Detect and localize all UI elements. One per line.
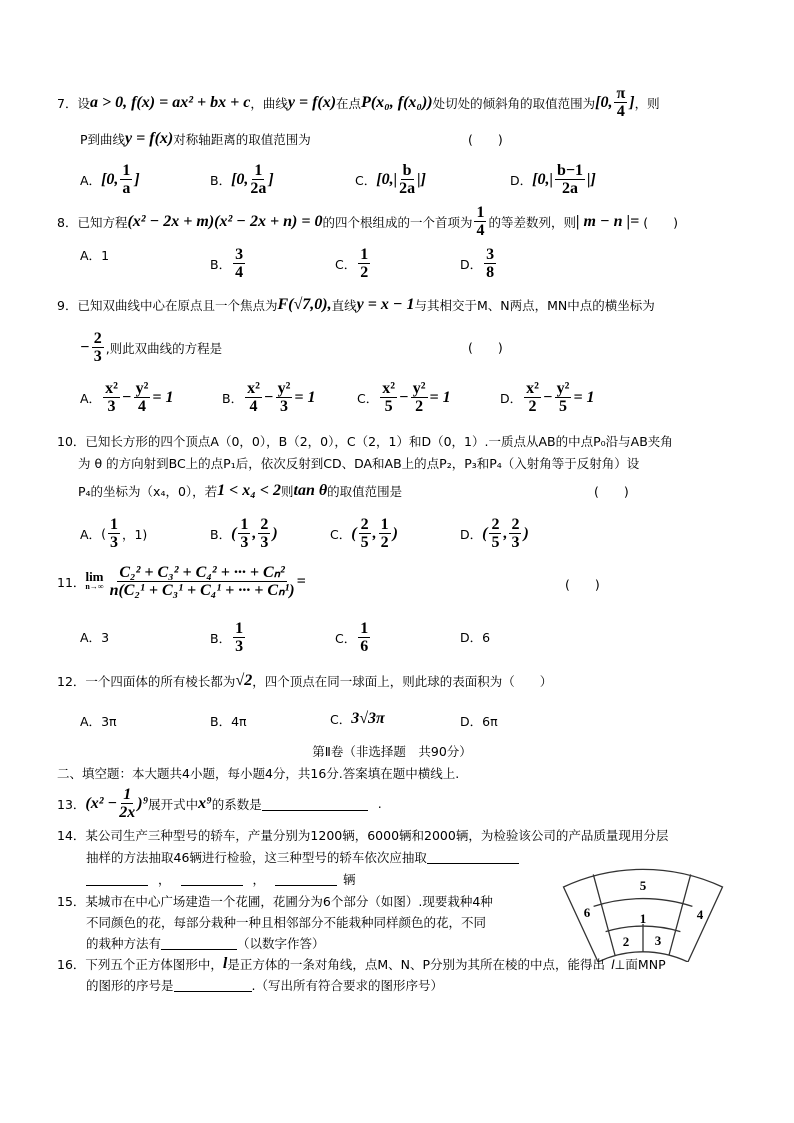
fraction (258, 516, 270, 551)
option-value: 6π (482, 713, 498, 729)
option-d (510, 162, 596, 197)
denominator: 2 (380, 534, 389, 551)
math: ) (392, 524, 398, 542)
option-label: A． (80, 526, 102, 542)
question-15 (57, 892, 493, 910)
question-number: 11． (57, 574, 86, 590)
denominator: 2 (415, 398, 424, 415)
math: ] (268, 170, 274, 188)
unit: 辆 (343, 872, 356, 887)
numerator: 2 (260, 516, 269, 533)
denominator: 2x (119, 804, 136, 821)
text: 的图形的序号是 (86, 978, 174, 993)
math: ( (351, 524, 357, 542)
denominator: 2a (562, 180, 578, 197)
question-number: 10． (57, 434, 86, 449)
numerator: 3 (235, 246, 244, 263)
option-a (80, 516, 147, 551)
math: l (611, 956, 615, 972)
numerator: 1 (109, 516, 118, 533)
option-label: B． (210, 630, 232, 646)
option-label: A． (80, 630, 102, 645)
option-label: C． (355, 172, 377, 188)
option-a: A． $\frac{\text{x²}}{3}$ − $\frac{\text{y²}}{4}$ = 1 (80, 380, 174, 415)
denominator: 3 (240, 534, 249, 551)
numerator: x² (247, 380, 260, 397)
option-d: D． ( $\frac{2}{5}$ , $\frac{2}{3}$ ) (460, 516, 529, 551)
denominator: 4 (616, 103, 625, 120)
fraction (103, 380, 120, 415)
fraction (380, 380, 397, 415)
math: − (80, 338, 90, 356)
answer-paren: ( ) (565, 577, 600, 592)
denominator: 2 (360, 264, 369, 281)
numerator: x² (526, 380, 539, 397)
math: [0, (231, 170, 249, 188)
denominator: 4 (235, 264, 244, 281)
answer-paren: ( ) (594, 484, 629, 499)
math: √2 (235, 672, 253, 689)
numerator: y² (277, 380, 291, 397)
fraction (484, 246, 496, 281)
numerator: π (616, 85, 626, 102)
option-a (80, 162, 140, 197)
option-d (460, 712, 498, 730)
question-number: 14． (57, 828, 86, 843)
fraction (555, 162, 585, 197)
numerator: x² (382, 380, 396, 397)
option-label: A． (80, 172, 102, 188)
denominator: 4 (137, 398, 146, 415)
option-b (210, 246, 247, 281)
option-a (80, 246, 109, 264)
fraction (379, 516, 391, 551)
text: P到曲线 (80, 132, 126, 147)
denominator: 5 (491, 534, 500, 551)
text: 处切处的倾斜角的取值范围为 (432, 95, 596, 111)
question-13 (57, 786, 382, 821)
fraction (489, 516, 501, 551)
text: ,则此双曲线的方程是 (105, 340, 223, 356)
fraction (524, 380, 541, 415)
answer-blank[interactable] (262, 797, 368, 811)
question-15-line-3 (86, 934, 325, 952)
option-a (80, 628, 109, 646)
math: x⁹ (198, 794, 212, 812)
math: (x² − 2x + m)(x² − 2x + n) = 0 (127, 212, 323, 230)
question-7 (57, 85, 660, 120)
math: [0,| (532, 170, 553, 188)
separator: ， (158, 872, 171, 887)
denominator: 3 (109, 534, 118, 551)
option-label: D． (460, 256, 483, 272)
denominator: 2a (250, 180, 267, 197)
math: ) (272, 524, 278, 542)
option-label: B． (210, 714, 232, 729)
numerator: y² (412, 380, 426, 397)
option-b (210, 620, 247, 655)
question-16-line-2 (86, 976, 443, 994)
answer-blank[interactable] (86, 872, 148, 886)
denominator: 5 (384, 398, 393, 415)
math: |] (587, 170, 596, 188)
text: ，曲线 (250, 95, 288, 111)
separator: ， (252, 872, 266, 887)
text: 某公司生产三种型号的轿车，产量分别为1200辆，6000辆和2000辆，为检验该公司的产品质量现用分层 (85, 828, 669, 843)
math: ) (523, 524, 529, 542)
denominator: 3 (260, 534, 269, 551)
numerator: 1 (254, 162, 263, 179)
question-7-line-2 (80, 130, 311, 148)
text: 已知方程 (77, 214, 128, 230)
question-number: 9． (57, 298, 78, 313)
option-label: B． (210, 526, 232, 542)
denominator: 2a (399, 180, 416, 197)
option-c: C． ( $\frac{2}{5}$ , $\frac{1}{2}$ ) (330, 516, 398, 551)
question-number: 15． (57, 894, 86, 909)
answer-blank[interactable] (275, 872, 337, 886)
option-c (335, 620, 372, 655)
option-c: C． $\frac{\text{x²}}{5}$ − $\frac{\text{y²}}{2}$ = 1 (357, 380, 451, 415)
question-16 (57, 955, 666, 973)
text: 已知双曲线中心在原点且一个焦点为 (77, 298, 278, 313)
fraction (120, 162, 132, 197)
math: y = f(x) (287, 93, 337, 111)
math: [0, (101, 170, 119, 188)
denominator: 5 (360, 534, 369, 551)
option-value: 3√3π (351, 710, 385, 727)
option-label: D． (460, 630, 483, 645)
region-label-2: 2 (622, 934, 630, 949)
numerator: y² (135, 380, 149, 397)
region-label-6: 6 (583, 905, 591, 920)
denominator: 3 (93, 348, 102, 365)
text: P₄的坐标为（x₄，0），若 (78, 484, 218, 499)
text: 是正方体的一条对角线，点M、N、P分别为其所在棱的中点，能得出 (227, 957, 606, 972)
part-title: 第Ⅱ卷（非选择题 共90分） (312, 744, 472, 759)
denominator: 5 (559, 398, 568, 415)
text: 的系数是 (211, 796, 262, 812)
math: = (296, 572, 306, 590)
option-c (330, 710, 385, 728)
text: 与其相交于M、N两点，MN中点的横坐标为 (414, 298, 655, 313)
numerator: 2 (93, 330, 102, 347)
lim-subscript: n→∞ (85, 581, 104, 591)
option-label: C． (330, 712, 352, 727)
region-label-1: 1 (639, 911, 647, 926)
math: )⁹ (137, 794, 149, 812)
numerator: 1 (360, 620, 369, 637)
question-14-line-2 (86, 848, 519, 866)
option-value: 3π (101, 713, 117, 729)
region-label-3: 3 (654, 933, 662, 948)
text: （以数字作答） (237, 936, 325, 951)
section-heading: 二、填空题：本大题共4小题，每小题4分，共16分.答案填在题中横线上. (57, 766, 460, 781)
text: 的等差数列，则 (488, 214, 576, 230)
text: ，四个顶点在同一球面上，则此球的表面积为（ ） (252, 674, 553, 689)
math: ] (134, 170, 140, 188)
question-15-line-2: 不同颜色的花，每部分栽种一种且相邻部分不能栽种同样颜色的花，不同 (86, 915, 487, 930)
math: = 1 (152, 388, 174, 406)
numerator: 2 (511, 516, 520, 533)
fraction (358, 246, 370, 281)
math: (x² − (85, 794, 118, 812)
part-2-title (0, 742, 794, 760)
text: ⊥面MNP (614, 957, 666, 972)
numerator: y² (556, 380, 570, 397)
option-c (355, 162, 426, 197)
text: . (377, 796, 382, 811)
fraction (119, 786, 135, 821)
denominator: 2 (528, 398, 537, 415)
denominator: 3 (279, 398, 288, 415)
text: 在点 (336, 95, 362, 111)
text: 的取值范围是 (327, 484, 403, 499)
math: ( (101, 526, 106, 541)
fraction (399, 162, 415, 197)
math: [0, (595, 93, 613, 111)
option-label: A． (80, 390, 102, 406)
question-9-line-2 (80, 330, 222, 365)
option-d: D． $\frac{\text{x²}}{2}$ − $\frac{\text{y²}}{5}$ = 1 (500, 380, 595, 415)
option-b: B． ( $\frac{1}{3}$ , $\frac{2}{3}$ ) (210, 516, 278, 551)
region-label-4: 4 (696, 907, 704, 922)
answer-paren: ( ) (468, 340, 503, 355)
denominator: 3 (511, 534, 520, 551)
math: a > 0, f(x) = ax² + bx + c (89, 93, 251, 111)
option-c (335, 246, 372, 281)
math: l (222, 955, 228, 972)
numerator: 1 (240, 516, 249, 533)
option-label: D． (460, 526, 483, 542)
option-b (210, 712, 247, 730)
fraction (108, 516, 120, 551)
numerator: C₂² + C₃² + C₄² + ··· + Cₙ² (119, 564, 285, 581)
numerator: b−1 (557, 162, 584, 179)
question-number: 16． (57, 957, 86, 972)
numerator: 1 (123, 786, 132, 803)
fraction (474, 204, 486, 239)
math: P(x₀, f(x₀)) (361, 93, 433, 111)
denominator: a (122, 180, 131, 197)
option-label: B． (210, 172, 232, 188)
text: 展开式中 (148, 796, 199, 812)
text: 对称轴距离的取值范围为 (173, 132, 311, 147)
option-b (210, 162, 274, 197)
question-10 (57, 432, 673, 450)
fraction (250, 162, 266, 197)
divider-line (593, 874, 615, 955)
numerator: b (402, 162, 412, 179)
math: |] (417, 170, 426, 188)
fraction (276, 380, 293, 415)
flower-bed-figure (560, 866, 726, 962)
numerator: 1 (235, 620, 244, 637)
answer-paren: ( ) (468, 132, 503, 147)
option-label: D． (510, 172, 533, 188)
fraction (359, 516, 371, 551)
math: [0,| (376, 170, 398, 188)
question-number: 7． (57, 95, 78, 111)
numerator: 1 (360, 246, 369, 263)
limit (85, 568, 104, 592)
text: 的四个根组成的一个首项为 (322, 214, 473, 230)
math: = 1 (294, 388, 316, 406)
option-label: B． (222, 390, 244, 406)
text: 抽样的方法抽取46辆进行检验，这三种型号的轿车依次应抽取 (86, 850, 427, 865)
numerator: 2 (360, 516, 369, 533)
fraction (233, 620, 245, 655)
text: 则 (280, 484, 294, 499)
option-label: D． (500, 390, 523, 406)
denominator: 8 (486, 264, 495, 281)
math: ] (629, 93, 635, 111)
math: y = x − 1 (356, 296, 415, 313)
text: 设 (77, 95, 90, 111)
numerator: 2 (491, 516, 500, 533)
numerator: 1 (380, 516, 389, 533)
option-d (460, 246, 498, 281)
option-value: 1 (101, 247, 110, 263)
denominator: 3 (107, 398, 116, 415)
numerator: 1 (476, 204, 485, 221)
text: .（写出所有符合要求的图形序号） (251, 978, 443, 993)
option-label: C． (330, 526, 352, 542)
option-label: C． (357, 390, 379, 406)
text: 下列五个正方体图形中， (85, 957, 223, 972)
fraction (110, 564, 295, 599)
text: ，则 (634, 95, 660, 111)
option-a (80, 712, 117, 730)
question-number: 8． (57, 214, 78, 230)
math: ( (231, 524, 237, 542)
lim-label: lim (85, 568, 104, 584)
option-label: D． (460, 714, 483, 729)
denominator: n(C₂¹ + C₃¹ + C₄¹ + ··· + Cₙ¹) (109, 582, 295, 599)
math: ( (482, 524, 488, 542)
arc-divider (594, 899, 693, 907)
text: 已知长方形的四个顶点A（0，0），B（2，0），C（2，1）和D（0，1）.一质点从AB的中点P₀沿与AB夹角 (85, 434, 673, 449)
math: ，1) (121, 526, 148, 542)
option-label: C． (335, 256, 357, 272)
option-value: 6 (482, 629, 491, 645)
option-b: B． $\frac{\text{x²}}{4}$ − $\frac{\text{y²}}{3}$ = 1 (222, 380, 316, 415)
denominator: 4 (249, 398, 258, 415)
fraction (245, 380, 262, 415)
text: 直线 (331, 298, 357, 313)
question-11 (57, 564, 306, 599)
denominator: 6 (360, 638, 369, 655)
question-14 (57, 826, 668, 844)
option-label: A． (80, 714, 102, 729)
numerator: 3 (486, 246, 495, 263)
answer-blank[interactable] (161, 936, 237, 950)
option-label: B． (210, 256, 232, 272)
question-14-line-3 (86, 870, 356, 888)
option-value: 3 (101, 629, 110, 645)
text: 的栽种方法有 (86, 936, 162, 951)
divider-line (669, 874, 691, 955)
math: tan θ (293, 482, 328, 499)
region-label-5: 5 (639, 878, 647, 893)
fraction (358, 620, 370, 655)
fraction (233, 246, 245, 281)
question-10-line-2: 为 θ 的方向射到BC上的点P₁后，依次反射到CD、DA和AB上的点P₂，P₃和P₄（入射角等于反射角）设 (78, 456, 640, 471)
question-10-line-3 (78, 482, 402, 500)
fraction (509, 516, 521, 551)
numerator: x² (105, 380, 118, 397)
fraction (134, 380, 151, 415)
option-value: 4π (231, 713, 247, 729)
numerator: 1 (122, 162, 131, 179)
fraction (238, 516, 250, 551)
option-label: C． (335, 630, 357, 646)
answer-blank[interactable] (181, 872, 243, 886)
text: 某城市在中心广场建造一个花圃，花圃分为6个部分（如图）.现要栽种4种 (85, 894, 493, 909)
fraction (411, 380, 428, 415)
math: 1 < x₄ < 2 (217, 482, 281, 499)
fraction (614, 85, 627, 120)
question-8 (57, 204, 678, 239)
math: = 1 (573, 388, 595, 406)
question-number: 12． (57, 674, 86, 689)
text: 一个四面体的所有棱长都为 (85, 674, 236, 689)
answer-paren: ( ) (643, 214, 678, 230)
denominator: 3 (235, 638, 244, 655)
fraction (92, 330, 104, 365)
denominator: 4 (476, 222, 485, 239)
option-label: A． (80, 248, 102, 263)
answer-blank[interactable] (427, 850, 519, 864)
math: | m − n |= (576, 212, 640, 230)
option-d (460, 628, 490, 646)
math: F(√7,0), (277, 296, 332, 313)
answer-blank[interactable] (174, 978, 252, 992)
question-9 (57, 296, 655, 314)
fraction (555, 380, 572, 415)
question-12 (57, 672, 552, 690)
math: = 1 (429, 388, 451, 406)
math: y = f(x) (125, 130, 174, 147)
question-number: 13． (57, 796, 86, 812)
